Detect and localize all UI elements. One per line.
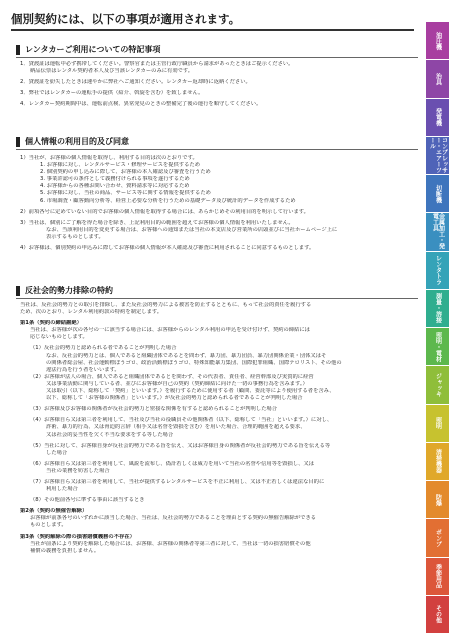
text-line: した場合 (46, 449, 68, 456)
category-tab[interactable]: コンプレッサー・エアーツール (426, 137, 449, 175)
text-line: なお、反社会的勢力とは、個人であると組織団体であるとを問わず、暴力団、暴力団員、暴力団関係企業・団体又はそ (46, 352, 327, 359)
text-line: お客様が前条各号のいずれかに該当した場合、当社は、反社会的勢力であることを理由とする契約の無催告解除ができる (30, 515, 317, 522)
category-tab[interactable]: 切断機 (426, 175, 449, 213)
text-line: 又は事業活動に関与している者、並びにお客様が自己の契約（契約締結に向けた一切の事務行為を含みます。） (46, 380, 308, 387)
text-line: 利用した場合 (46, 486, 78, 493)
text-line: （5）当社に対して、お客様自身が反社会的勢力である旨を伝え、又はお客様自身の関係者が反社会的勢力である旨を伝える等 (30, 442, 331, 449)
text-line: （2）お客様が法人の場合、個人であると組織団体であるとを問わず、その代表者、責任者、経営幹部及び実質的に経営 (30, 373, 314, 380)
text-line: 詐術、暴力的行為、又は脅迫的言辞（相手又は名誉を毀損を含む）を用いた場合、合理的範囲を超える要求、 (46, 424, 306, 431)
text-line: 当社の業務を妨害した場合 (46, 467, 110, 474)
text-line: 第3条（契約解除の際の損害賠償義務の不存在） (20, 533, 135, 540)
category-tab[interactable]: 測量・溶接 (426, 290, 449, 328)
category-tab[interactable]: その他 (426, 596, 449, 634)
category-tab[interactable]: 治具 (426, 60, 449, 98)
category-tab[interactable]: 油圧機 (426, 22, 449, 60)
text-line: 3. 事業許認可の条件として義務付けられる事項を遂行するため (40, 176, 190, 183)
text-line: 4）お客様は、個別契約の申込みに際してお客様の個人情報が本人確認及び審査に利用されることに同意するものとします。 (20, 245, 315, 252)
text-line: 当社は、お客様が次の各号の一に該当する場合には、お客様からのレンタル利用の申込を受け付けず、契約の締結には (30, 327, 310, 334)
text-line: 当社が前条により契約を解除した場合には、お客様、お客様の関係者等第三者に対して、当社は一切の損害賠償その他 (30, 540, 311, 547)
text-line: 又は社会的妥当性を欠く不当な要求をする等した場合 (46, 431, 174, 438)
category-tab[interactable]: 照明 (426, 405, 449, 443)
category-tab[interactable]: レンタトラ (426, 252, 449, 290)
text-line: 1. お客様に対し、レンタルサービス・修理サービスを提供するため (40, 162, 201, 169)
text-line: 2．貸渡証を紛失したときは速やかに弊社へご通知ください。レンタカー返却時に返納ください。 (20, 79, 251, 86)
section-body-rental (20, 61, 414, 108)
category-tab[interactable]: 金属加工・発電工具 (426, 213, 449, 251)
text-line: 表示するものとします。 (46, 233, 104, 240)
category-tab[interactable]: 照明・電材 (426, 328, 449, 366)
text-line: 以下、総称して「お客様の関係者」といいます。）が反社会的勢力と認められる者であることが判明した場合 (46, 395, 303, 402)
section-body-privacy (20, 155, 414, 252)
text-line: の関係者総会屋、社会運動標ぼうゴロ、政治活動標ぼうゴロ、特殊知能暴力集団、国際犯罪組織、国際テロリスト、その他の (46, 359, 342, 366)
text-line: 当社は、反社会的勢力との取引を排除し、また反社会的勢力による被害を防止するとともに、もって社会的責任を履行する (20, 302, 312, 308)
text-line: ものとします。 (30, 522, 67, 529)
text-line: （3）お客様及びお客様の関係者が反社会的勢力と密接な関係を有すると認められることが判明した場合 (30, 406, 278, 413)
text-line: （6）お客様自ら又は第三者を利用して、風説を流布し、偽計若しくは威力を用いて当社の名誉や信用等を毀損し、又は (30, 460, 315, 467)
text-line: なお、当該利用目的を変更する場合は、お客様への通知または当社の本支店及び営業所の店頭並びに当社ホームページ上に (46, 226, 338, 233)
page-title: 個別契約には、以下の事項が適用されます。 (11, 12, 241, 26)
text-line: （4）お客様自ら又は第三者を利用して、当社及び当社の役職員その他関係者（以下、総称して「当社」といいます。）に対し、 (30, 417, 333, 424)
section-heading-antisocial: 反社会的勢力排除の特約 (16, 285, 418, 299)
text-line: 違法行為を行う者をいいます。 (46, 366, 120, 373)
text-line: ため、次のとおり、レンタル利用約款の特約を制定します。 (20, 309, 163, 316)
text-line: 2. 個別契約の申し込みに際して、お客様の本人確認及び審査を行うため (40, 169, 211, 176)
section-body-antisocial (20, 302, 414, 555)
text-line: 1．貸渡証は運転中必ず携帯してください。警察官または主管行政庁職員から請求があったときはご提示ください。 (20, 61, 294, 67)
text-line: 4. お客様からの各種お問い合わせ、資料請求等に対応するため (40, 183, 190, 190)
category-tab[interactable]: 清掃機器 (426, 443, 449, 481)
text-line: 5. お客様に対し、当社の商品、サービス等に関する情報を提供するため (40, 190, 211, 197)
text-line: （1）反社会的勢力と認められる者であることが判明した場合 (30, 345, 177, 352)
section-heading-rental: レンタカーご利用についての特記事項 (16, 44, 418, 58)
text-line: 2）前項各号に定めていない目的でお客様の個人情報を取得する場合には、あらかじめその利用目的を明示して行います。 (20, 208, 309, 215)
category-sidebar (426, 22, 449, 634)
category-tab[interactable]: 防爆 (426, 481, 449, 519)
text-line: 6. 市場調査・顧客動向分析等、経営上必要な分析を行うための基礎データ及び統計的データを作成するため (40, 197, 296, 204)
text-line: （8）その他前各号に準ずる事由に該当するとき (30, 497, 145, 504)
text-line: 第2条（契約の無催告解除） (20, 508, 88, 515)
text-line: 1）当社が、お客様の個人情報を取得し、利用する目的は次のとおりです。 (20, 155, 198, 161)
title-divider (11, 29, 414, 31)
text-line: 4．レンタカー契約期間中は、運転前点検、異常発見のときの整備完了後の運行を順守してください。 (20, 101, 262, 108)
text-line: 3．弊社ではレンタカーの運転手の提供（紹介、斡旋を含む）を致しません。 (20, 90, 204, 97)
category-tab[interactable]: 発電機 (426, 99, 449, 137)
text-line: 納品伝票はレンタル契約者本人及び当該レンタカーのみに有効です。 (30, 68, 194, 75)
text-line: 応じないものとします。 (30, 334, 88, 341)
text-line: 又は取引（以下、総称して「契約」といいます。）を履行するために使用する者（顧問、委託等により使用する者を含み、 (46, 388, 335, 395)
text-line: 3）当社は、個別にご了解を得た場合を除き、上記利用目的の範囲を超えてお客様の個人情報を利用いたしません。 (20, 219, 294, 226)
category-tab[interactable]: ジャッキ (426, 366, 449, 404)
text-line: 第1条（契約の締結謝絶） (20, 320, 82, 327)
section-heading-privacy: 個人情報の利用目的及び同意 (16, 136, 418, 150)
category-tab[interactable]: 季節用品 (426, 558, 449, 596)
text-line: 補償の義務を負担しません。 (30, 547, 100, 554)
category-tab[interactable]: ポンプ (426, 519, 449, 557)
text-line: （7）お客様自ら又は第三者を利用して、当社が提供するレンタルサービスを不正に利用し、又は不正若しくは違法な目的に (30, 478, 325, 485)
